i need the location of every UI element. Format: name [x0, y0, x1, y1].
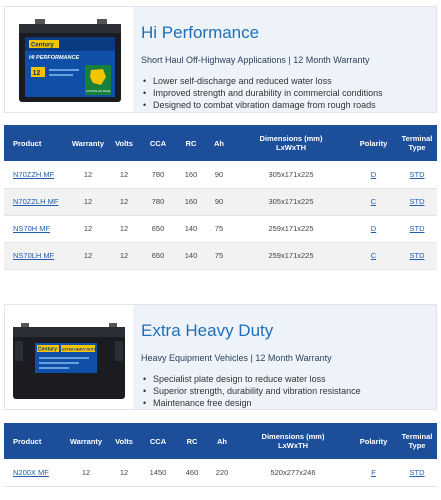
table-row: [4, 188, 437, 215]
product-link[interactable]: N200X MF: [13, 467, 49, 477]
col-header-terminal-type: Terminal Type: [397, 125, 437, 161]
col-header-ah: Ah: [208, 423, 236, 459]
feature-item: • Superior strength, durability and vibration resistance: [141, 385, 436, 397]
col-header-dimensions: Dimensions (mm) LxWxTH: [232, 125, 350, 161]
ah-cell: 90: [206, 188, 232, 215]
svg-text:12: 12: [32, 70, 41, 77]
svg-text:AUSTRALIAN MADE: AUSTRALIAN MADE: [86, 90, 111, 93]
table-row: [4, 242, 437, 269]
section-title: Extra Heavy Duty: [141, 321, 274, 340]
product-card-extra-heavy-duty: [4, 304, 437, 410]
section-subtitle: Short Haul Off-Highway Applications | 12 Month Warranty: [141, 55, 370, 65]
col-header-cca: CCA: [140, 125, 176, 161]
feature-list: [141, 373, 436, 409]
feature-item: • Specialist plate design to reduce water loss: [141, 373, 436, 385]
section-title: Hi Performance: [141, 23, 260, 42]
volts-cell: 12: [108, 459, 140, 486]
feature-item: • Maintenance free design: [141, 397, 436, 409]
volts-cell: 12: [108, 188, 140, 215]
cca-cell: 780: [140, 161, 176, 188]
terminal-link[interactable]: STD: [409, 251, 425, 260]
product-card-hi-performance: [4, 6, 437, 113]
polarity-link[interactable]: D: [370, 224, 377, 233]
col-header-warranty: Warranty: [68, 125, 108, 161]
dimensions-cell: 305x171x225: [232, 188, 350, 215]
rc-cell: 460: [176, 459, 208, 486]
product-link[interactable]: N70ZZLH MF: [13, 197, 59, 206]
polarity-link[interactable]: C: [370, 197, 377, 206]
polarity-link[interactable]: C: [370, 251, 377, 260]
polarity-link[interactable]: D: [370, 169, 377, 179]
col-header-polarity: Polarity: [350, 125, 397, 161]
feature-item: • Improved strength and durability in commercial conditions: [141, 87, 436, 99]
product-link[interactable]: NS70LH MF: [13, 251, 55, 260]
terminal-link[interactable]: STD: [409, 224, 425, 233]
battery-brand: Century: [31, 42, 54, 49]
col-header-rc: RC: [176, 423, 208, 459]
table-header-row: [4, 423, 437, 459]
table-row: [4, 215, 437, 242]
table-header-row: [4, 125, 437, 161]
battery-model: HI PERFORMANCE: [29, 55, 80, 61]
col-header-terminal-type: Terminal Type: [397, 423, 437, 459]
dimensions-cell: 259x171x225: [232, 242, 350, 269]
ah-cell: 90: [206, 161, 232, 188]
dimensions-cell: 259x171x225: [232, 215, 350, 242]
ah-cell: 75: [206, 215, 232, 242]
warranty-cell: 12: [68, 215, 108, 242]
rc-cell: 140: [176, 242, 206, 269]
dimensions-cell: 305x171x225: [232, 161, 350, 188]
ah-cell: 75: [206, 242, 232, 269]
col-header-product: Product: [4, 125, 68, 161]
product-link[interactable]: N70ZZH MF: [13, 169, 55, 179]
feature-item: • Lower self-discharge and reduced water loss: [141, 75, 436, 87]
volts-cell: 12: [108, 215, 140, 242]
rc-cell: 140: [176, 215, 206, 242]
cca-cell: 650: [140, 215, 176, 242]
battery-brand: Century: [38, 346, 57, 353]
col-header-product: Product: [4, 423, 64, 459]
col-header-volts: Volts: [108, 423, 140, 459]
feature-item: • Designed to combat vibration damage from rough roads: [141, 99, 436, 111]
warranty-cell: 12: [68, 242, 108, 269]
col-header-warranty: Warranty: [64, 423, 108, 459]
terminal-link[interactable]: STD: [409, 169, 425, 179]
col-header-rc: RC: [176, 125, 206, 161]
col-header-cca: CCA: [140, 423, 176, 459]
feature-list: [141, 75, 436, 111]
table-row: [4, 161, 437, 188]
polarity-link[interactable]: F: [371, 467, 376, 477]
product-link[interactable]: NS70H MF: [13, 224, 51, 233]
warranty-cell: 12: [68, 161, 108, 188]
ah-cell: 220: [208, 459, 236, 486]
cca-cell: 1450: [140, 459, 176, 486]
cca-cell: 650: [140, 242, 176, 269]
cca-cell: 780: [140, 188, 176, 215]
volts-cell: 12: [108, 161, 140, 188]
battery-image: [5, 305, 133, 409]
battery-image: [5, 7, 133, 112]
warranty-cell: 12: [68, 188, 108, 215]
col-header-polarity: Polarity: [350, 423, 397, 459]
col-header-dimensions: Dimensions (mm) LxWxTH: [236, 423, 350, 459]
dimensions-cell: 520x277x246: [236, 459, 350, 486]
table-row: [4, 459, 437, 486]
warranty-cell: 12: [64, 459, 108, 486]
section-subtitle: Heavy Equipment Vehicles | 12 Month Warranty: [141, 353, 332, 363]
rc-cell: 160: [176, 188, 206, 215]
col-header-volts: Volts: [108, 125, 140, 161]
battery-model: EXTRA HEAVY DUTY: [62, 347, 96, 352]
terminal-link[interactable]: STD: [409, 197, 425, 206]
volts-cell: 12: [108, 242, 140, 269]
terminal-link[interactable]: STD: [409, 467, 425, 477]
spec-table-hi-performance: [4, 125, 437, 270]
rc-cell: 160: [176, 161, 206, 188]
spec-table-extra-heavy-duty: [4, 423, 437, 487]
col-header-ah: Ah: [206, 125, 232, 161]
